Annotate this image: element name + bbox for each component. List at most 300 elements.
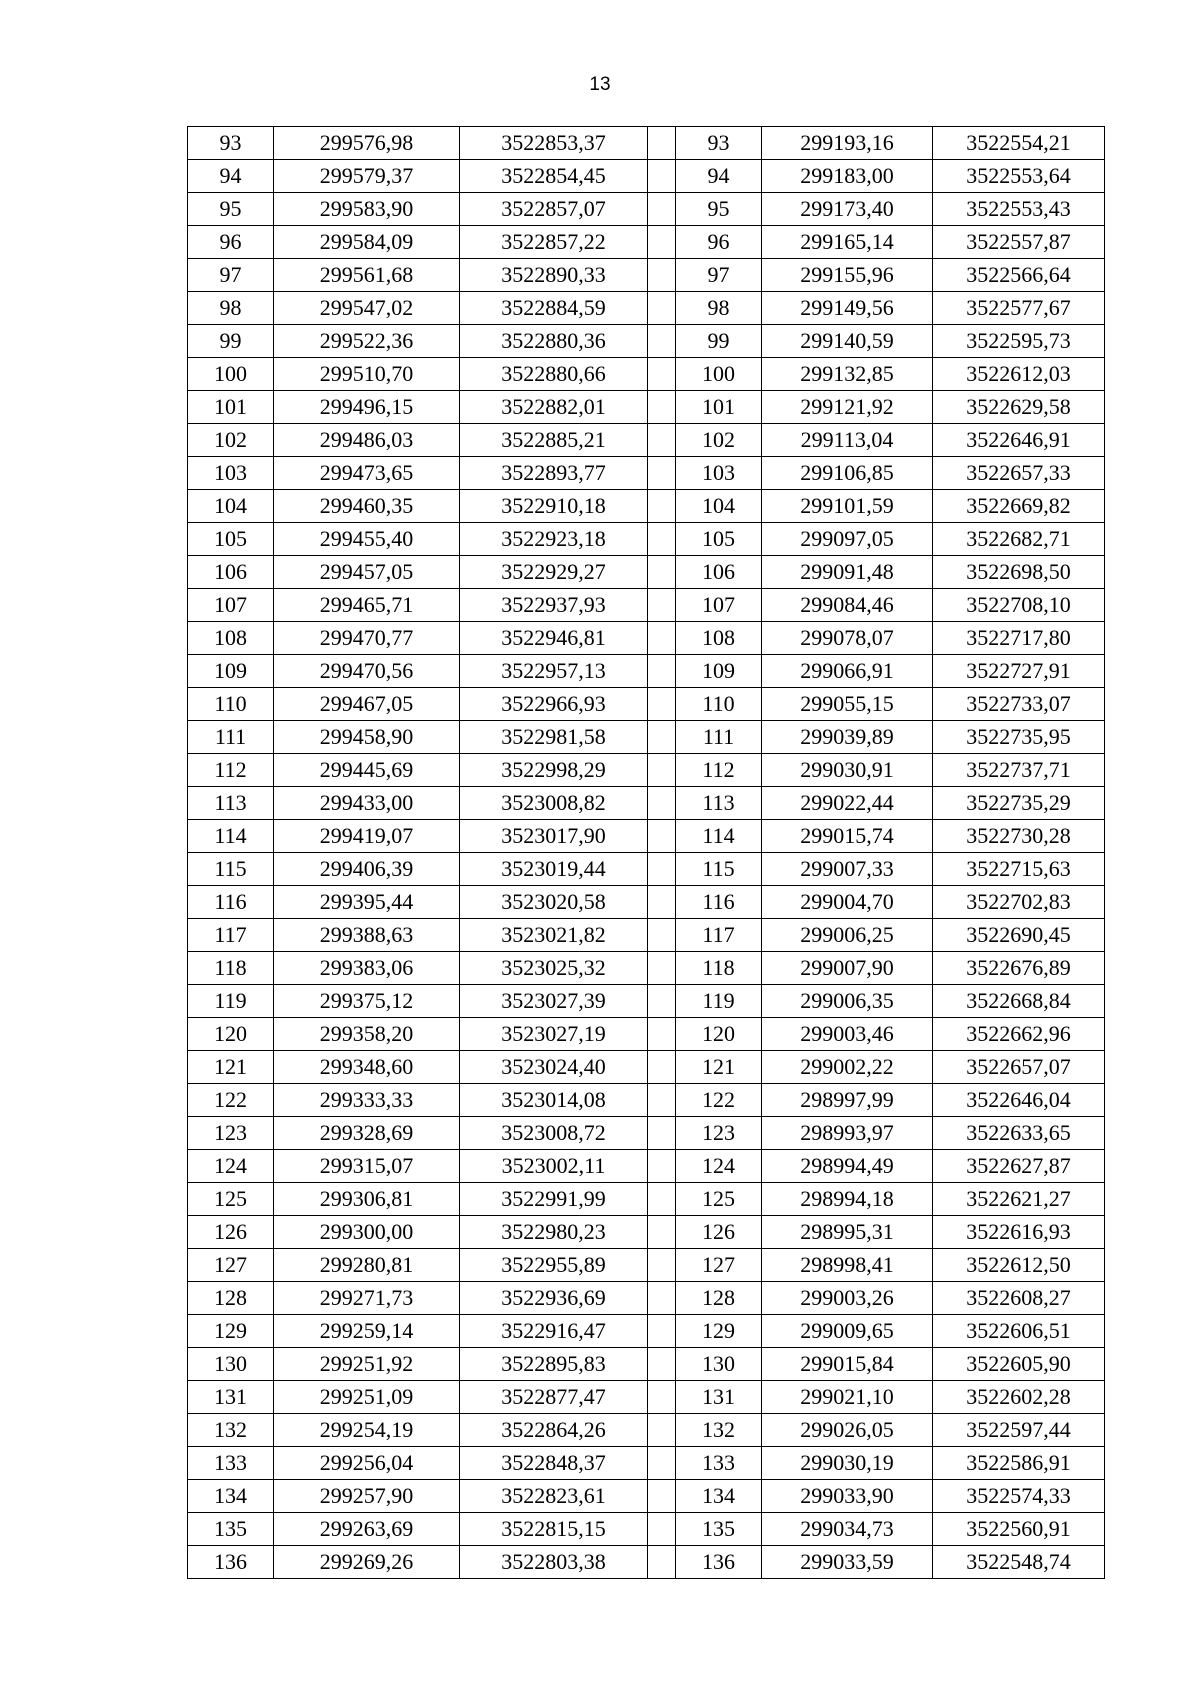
table-row bbox=[188, 160, 1105, 193]
table-row bbox=[188, 787, 1105, 820]
right-y-coordinate-cell: 3522735,29 bbox=[933, 787, 1105, 820]
table-row bbox=[188, 226, 1105, 259]
right-point-number-cell: 133 bbox=[676, 1447, 762, 1480]
right-x-coordinate-cell: 299007,90 bbox=[762, 952, 933, 985]
left-y-coordinate-cell: 3522910,18 bbox=[460, 490, 648, 523]
right-point-number-cell: 108 bbox=[676, 622, 762, 655]
right-x-coordinate-cell: 299021,10 bbox=[762, 1381, 933, 1414]
right-point-number-cell: 121 bbox=[676, 1051, 762, 1084]
right-x-coordinate-cell: 299003,26 bbox=[762, 1282, 933, 1315]
left-point-number-cell: 108 bbox=[188, 622, 274, 655]
left-x-coordinate-cell: 299375,12 bbox=[274, 985, 460, 1018]
right-point-number-cell: 114 bbox=[676, 820, 762, 853]
separator-cell bbox=[648, 886, 676, 919]
left-y-coordinate-cell: 3522895,83 bbox=[460, 1348, 648, 1381]
left-x-coordinate-cell: 299458,90 bbox=[274, 721, 460, 754]
left-point-number-cell: 129 bbox=[188, 1315, 274, 1348]
table-row bbox=[188, 1480, 1105, 1513]
right-x-coordinate-cell: 299066,91 bbox=[762, 655, 933, 688]
left-y-coordinate-cell: 3523019,44 bbox=[460, 853, 648, 886]
left-x-coordinate-cell: 299263,69 bbox=[274, 1513, 460, 1546]
separator-cell bbox=[648, 424, 676, 457]
left-point-number-cell: 135 bbox=[188, 1513, 274, 1546]
table-row bbox=[188, 127, 1105, 160]
table-row bbox=[188, 886, 1105, 919]
table-row bbox=[188, 490, 1105, 523]
left-x-coordinate-cell: 299576,98 bbox=[274, 127, 460, 160]
right-point-number-cell: 100 bbox=[676, 358, 762, 391]
table-row bbox=[188, 193, 1105, 226]
left-x-coordinate-cell: 299510,70 bbox=[274, 358, 460, 391]
left-x-coordinate-cell: 299445,69 bbox=[274, 754, 460, 787]
left-y-coordinate-cell: 3522893,77 bbox=[460, 457, 648, 490]
right-x-coordinate-cell: 299039,89 bbox=[762, 721, 933, 754]
right-point-number-cell: 102 bbox=[676, 424, 762, 457]
left-x-coordinate-cell: 299467,05 bbox=[274, 688, 460, 721]
right-y-coordinate-cell: 3522586,91 bbox=[933, 1447, 1105, 1480]
left-y-coordinate-cell: 3522966,93 bbox=[460, 688, 648, 721]
right-y-coordinate-cell: 3522727,91 bbox=[933, 655, 1105, 688]
left-y-coordinate-cell: 3522923,18 bbox=[460, 523, 648, 556]
separator-cell bbox=[648, 952, 676, 985]
left-y-coordinate-cell: 3523025,32 bbox=[460, 952, 648, 985]
right-y-coordinate-cell: 3522633,65 bbox=[933, 1117, 1105, 1150]
left-point-number-cell: 95 bbox=[188, 193, 274, 226]
right-x-coordinate-cell: 298994,18 bbox=[762, 1183, 933, 1216]
right-y-coordinate-cell: 3522735,95 bbox=[933, 721, 1105, 754]
right-point-number-cell: 135 bbox=[676, 1513, 762, 1546]
right-y-coordinate-cell: 3522669,82 bbox=[933, 490, 1105, 523]
right-x-coordinate-cell: 299149,56 bbox=[762, 292, 933, 325]
right-point-number-cell: 115 bbox=[676, 853, 762, 886]
table-row bbox=[188, 622, 1105, 655]
right-point-number-cell: 130 bbox=[676, 1348, 762, 1381]
table-row bbox=[188, 952, 1105, 985]
left-point-number-cell: 128 bbox=[188, 1282, 274, 1315]
left-y-coordinate-cell: 3522946,81 bbox=[460, 622, 648, 655]
left-x-coordinate-cell: 299300,00 bbox=[274, 1216, 460, 1249]
left-x-coordinate-cell: 299333,33 bbox=[274, 1084, 460, 1117]
left-y-coordinate-cell: 3522916,47 bbox=[460, 1315, 648, 1348]
right-y-coordinate-cell: 3522646,91 bbox=[933, 424, 1105, 457]
right-point-number-cell: 110 bbox=[676, 688, 762, 721]
separator-cell bbox=[648, 853, 676, 886]
right-x-coordinate-cell: 298993,97 bbox=[762, 1117, 933, 1150]
right-point-number-cell: 132 bbox=[676, 1414, 762, 1447]
right-point-number-cell: 136 bbox=[676, 1546, 762, 1579]
left-x-coordinate-cell: 299251,92 bbox=[274, 1348, 460, 1381]
separator-cell bbox=[648, 985, 676, 1018]
right-y-coordinate-cell: 3522616,93 bbox=[933, 1216, 1105, 1249]
right-point-number-cell: 128 bbox=[676, 1282, 762, 1315]
separator-cell bbox=[648, 556, 676, 589]
right-y-coordinate-cell: 3522737,71 bbox=[933, 754, 1105, 787]
separator-cell bbox=[648, 1513, 676, 1546]
coordinates-table bbox=[187, 126, 1105, 1579]
separator-cell bbox=[648, 1315, 676, 1348]
left-y-coordinate-cell: 3522890,33 bbox=[460, 259, 648, 292]
right-y-coordinate-cell: 3522606,51 bbox=[933, 1315, 1105, 1348]
right-x-coordinate-cell: 299173,40 bbox=[762, 193, 933, 226]
right-y-coordinate-cell: 3522574,33 bbox=[933, 1480, 1105, 1513]
right-point-number-cell: 95 bbox=[676, 193, 762, 226]
table-row bbox=[188, 820, 1105, 853]
table-row bbox=[188, 1414, 1105, 1447]
right-y-coordinate-cell: 3522715,63 bbox=[933, 853, 1105, 886]
right-y-coordinate-cell: 3522595,73 bbox=[933, 325, 1105, 358]
left-x-coordinate-cell: 299455,40 bbox=[274, 523, 460, 556]
left-y-coordinate-cell: 3523024,40 bbox=[460, 1051, 648, 1084]
right-x-coordinate-cell: 299026,05 bbox=[762, 1414, 933, 1447]
left-x-coordinate-cell: 299269,26 bbox=[274, 1546, 460, 1579]
right-y-coordinate-cell: 3522646,04 bbox=[933, 1084, 1105, 1117]
table-row bbox=[188, 325, 1105, 358]
separator-cell bbox=[648, 1216, 676, 1249]
right-point-number-cell: 113 bbox=[676, 787, 762, 820]
separator-cell bbox=[648, 688, 676, 721]
right-y-coordinate-cell: 3522548,74 bbox=[933, 1546, 1105, 1579]
right-y-coordinate-cell: 3522612,03 bbox=[933, 358, 1105, 391]
table-row bbox=[188, 259, 1105, 292]
left-y-coordinate-cell: 3523017,90 bbox=[460, 820, 648, 853]
right-x-coordinate-cell: 299084,46 bbox=[762, 589, 933, 622]
left-point-number-cell: 111 bbox=[188, 721, 274, 754]
right-x-coordinate-cell: 299097,05 bbox=[762, 523, 933, 556]
right-x-coordinate-cell: 299055,15 bbox=[762, 688, 933, 721]
right-x-coordinate-cell: 299004,70 bbox=[762, 886, 933, 919]
right-point-number-cell: 99 bbox=[676, 325, 762, 358]
right-y-coordinate-cell: 3522612,50 bbox=[933, 1249, 1105, 1282]
right-point-number-cell: 96 bbox=[676, 226, 762, 259]
right-x-coordinate-cell: 299106,85 bbox=[762, 457, 933, 490]
left-x-coordinate-cell: 299395,44 bbox=[274, 886, 460, 919]
table-row bbox=[188, 1117, 1105, 1150]
table-row bbox=[188, 1315, 1105, 1348]
left-x-coordinate-cell: 299496,15 bbox=[274, 391, 460, 424]
separator-cell bbox=[648, 193, 676, 226]
right-y-coordinate-cell: 3522577,67 bbox=[933, 292, 1105, 325]
left-point-number-cell: 118 bbox=[188, 952, 274, 985]
right-point-number-cell: 97 bbox=[676, 259, 762, 292]
right-y-coordinate-cell: 3522602,28 bbox=[933, 1381, 1105, 1414]
right-y-coordinate-cell: 3522698,50 bbox=[933, 556, 1105, 589]
left-x-coordinate-cell: 299315,07 bbox=[274, 1150, 460, 1183]
table-row bbox=[188, 556, 1105, 589]
left-y-coordinate-cell: 3523014,08 bbox=[460, 1084, 648, 1117]
right-x-coordinate-cell: 299121,92 bbox=[762, 391, 933, 424]
left-x-coordinate-cell: 299486,03 bbox=[274, 424, 460, 457]
separator-cell bbox=[648, 1447, 676, 1480]
right-x-coordinate-cell: 299140,59 bbox=[762, 325, 933, 358]
right-x-coordinate-cell: 299155,96 bbox=[762, 259, 933, 292]
separator-cell bbox=[648, 1414, 676, 1447]
right-point-number-cell: 127 bbox=[676, 1249, 762, 1282]
separator-cell bbox=[648, 919, 676, 952]
right-x-coordinate-cell: 299002,22 bbox=[762, 1051, 933, 1084]
left-point-number-cell: 133 bbox=[188, 1447, 274, 1480]
right-point-number-cell: 105 bbox=[676, 523, 762, 556]
left-y-coordinate-cell: 3522936,69 bbox=[460, 1282, 648, 1315]
left-y-coordinate-cell: 3522880,66 bbox=[460, 358, 648, 391]
left-y-coordinate-cell: 3522885,21 bbox=[460, 424, 648, 457]
left-y-coordinate-cell: 3522991,99 bbox=[460, 1183, 648, 1216]
table-row bbox=[188, 1282, 1105, 1315]
separator-cell bbox=[648, 1051, 676, 1084]
right-x-coordinate-cell: 299132,85 bbox=[762, 358, 933, 391]
left-y-coordinate-cell: 3522882,01 bbox=[460, 391, 648, 424]
left-point-number-cell: 98 bbox=[188, 292, 274, 325]
table-row bbox=[188, 358, 1105, 391]
right-x-coordinate-cell: 299165,14 bbox=[762, 226, 933, 259]
right-y-coordinate-cell: 3522702,83 bbox=[933, 886, 1105, 919]
right-point-number-cell: 134 bbox=[676, 1480, 762, 1513]
table-row bbox=[188, 1546, 1105, 1579]
left-y-coordinate-cell: 3523020,58 bbox=[460, 886, 648, 919]
separator-cell bbox=[648, 292, 676, 325]
left-x-coordinate-cell: 299257,90 bbox=[274, 1480, 460, 1513]
right-y-coordinate-cell: 3522621,27 bbox=[933, 1183, 1105, 1216]
right-point-number-cell: 117 bbox=[676, 919, 762, 952]
right-x-coordinate-cell: 299033,59 bbox=[762, 1546, 933, 1579]
right-x-coordinate-cell: 298998,41 bbox=[762, 1249, 933, 1282]
left-y-coordinate-cell: 3523002,11 bbox=[460, 1150, 648, 1183]
right-point-number-cell: 122 bbox=[676, 1084, 762, 1117]
right-x-coordinate-cell: 299009,65 bbox=[762, 1315, 933, 1348]
table-row bbox=[188, 853, 1105, 886]
right-x-coordinate-cell: 299030,91 bbox=[762, 754, 933, 787]
separator-cell bbox=[648, 391, 676, 424]
right-y-coordinate-cell: 3522668,84 bbox=[933, 985, 1105, 1018]
table-row bbox=[188, 1381, 1105, 1414]
left-y-coordinate-cell: 3522854,45 bbox=[460, 160, 648, 193]
right-point-number-cell: 119 bbox=[676, 985, 762, 1018]
left-x-coordinate-cell: 299470,77 bbox=[274, 622, 460, 655]
left-point-number-cell: 134 bbox=[188, 1480, 274, 1513]
separator-cell bbox=[648, 787, 676, 820]
separator-cell bbox=[648, 1348, 676, 1381]
right-y-coordinate-cell: 3522554,21 bbox=[933, 127, 1105, 160]
left-point-number-cell: 100 bbox=[188, 358, 274, 391]
table-row bbox=[188, 457, 1105, 490]
page-number: 13 bbox=[589, 74, 611, 95]
left-y-coordinate-cell: 3522880,36 bbox=[460, 325, 648, 358]
left-y-coordinate-cell: 3522981,58 bbox=[460, 721, 648, 754]
separator-cell bbox=[648, 523, 676, 556]
right-x-coordinate-cell: 299101,59 bbox=[762, 490, 933, 523]
left-point-number-cell: 120 bbox=[188, 1018, 274, 1051]
right-point-number-cell: 94 bbox=[676, 160, 762, 193]
separator-cell bbox=[648, 1282, 676, 1315]
right-point-number-cell: 104 bbox=[676, 490, 762, 523]
left-x-coordinate-cell: 299251,09 bbox=[274, 1381, 460, 1414]
separator-cell bbox=[648, 160, 676, 193]
right-point-number-cell: 118 bbox=[676, 952, 762, 985]
left-point-number-cell: 124 bbox=[188, 1150, 274, 1183]
right-point-number-cell: 106 bbox=[676, 556, 762, 589]
right-y-coordinate-cell: 3522657,33 bbox=[933, 457, 1105, 490]
table-row bbox=[188, 1183, 1105, 1216]
left-x-coordinate-cell: 299473,65 bbox=[274, 457, 460, 490]
table-row bbox=[188, 1513, 1105, 1546]
table-row bbox=[188, 1018, 1105, 1051]
left-point-number-cell: 103 bbox=[188, 457, 274, 490]
left-point-number-cell: 130 bbox=[188, 1348, 274, 1381]
left-point-number-cell: 123 bbox=[188, 1117, 274, 1150]
right-y-coordinate-cell: 3522553,43 bbox=[933, 193, 1105, 226]
right-x-coordinate-cell: 299015,74 bbox=[762, 820, 933, 853]
left-y-coordinate-cell: 3522929,27 bbox=[460, 556, 648, 589]
right-x-coordinate-cell: 299015,84 bbox=[762, 1348, 933, 1381]
left-point-number-cell: 107 bbox=[188, 589, 274, 622]
left-point-number-cell: 109 bbox=[188, 655, 274, 688]
left-x-coordinate-cell: 299358,20 bbox=[274, 1018, 460, 1051]
left-y-coordinate-cell: 3523027,19 bbox=[460, 1018, 648, 1051]
right-x-coordinate-cell: 299113,04 bbox=[762, 424, 933, 457]
left-y-coordinate-cell: 3522884,59 bbox=[460, 292, 648, 325]
right-y-coordinate-cell: 3522566,64 bbox=[933, 259, 1105, 292]
table-row bbox=[188, 1447, 1105, 1480]
left-point-number-cell: 116 bbox=[188, 886, 274, 919]
right-y-coordinate-cell: 3522629,58 bbox=[933, 391, 1105, 424]
table-row bbox=[188, 1084, 1105, 1117]
right-x-coordinate-cell: 299033,90 bbox=[762, 1480, 933, 1513]
right-point-number-cell: 111 bbox=[676, 721, 762, 754]
table-row bbox=[188, 1216, 1105, 1249]
right-y-coordinate-cell: 3522717,80 bbox=[933, 622, 1105, 655]
left-x-coordinate-cell: 299583,90 bbox=[274, 193, 460, 226]
separator-cell bbox=[648, 1381, 676, 1414]
left-y-coordinate-cell: 3523021,82 bbox=[460, 919, 648, 952]
left-point-number-cell: 96 bbox=[188, 226, 274, 259]
separator-cell bbox=[648, 655, 676, 688]
left-x-coordinate-cell: 299547,02 bbox=[274, 292, 460, 325]
right-y-coordinate-cell: 3522627,87 bbox=[933, 1150, 1105, 1183]
left-point-number-cell: 102 bbox=[188, 424, 274, 457]
left-x-coordinate-cell: 299271,73 bbox=[274, 1282, 460, 1315]
right-point-number-cell: 123 bbox=[676, 1117, 762, 1150]
right-x-coordinate-cell: 299078,07 bbox=[762, 622, 933, 655]
separator-cell bbox=[648, 1117, 676, 1150]
right-point-number-cell: 107 bbox=[676, 589, 762, 622]
left-x-coordinate-cell: 299254,19 bbox=[274, 1414, 460, 1447]
right-point-number-cell: 103 bbox=[676, 457, 762, 490]
left-x-coordinate-cell: 299306,81 bbox=[274, 1183, 460, 1216]
right-point-number-cell: 125 bbox=[676, 1183, 762, 1216]
left-y-coordinate-cell: 3522857,07 bbox=[460, 193, 648, 226]
left-x-coordinate-cell: 299259,14 bbox=[274, 1315, 460, 1348]
table-row bbox=[188, 1150, 1105, 1183]
table-row bbox=[188, 589, 1105, 622]
left-y-coordinate-cell: 3523027,39 bbox=[460, 985, 648, 1018]
left-x-coordinate-cell: 299388,63 bbox=[274, 919, 460, 952]
table-row bbox=[188, 985, 1105, 1018]
right-x-coordinate-cell: 299030,19 bbox=[762, 1447, 933, 1480]
table-row bbox=[188, 292, 1105, 325]
right-y-coordinate-cell: 3522730,28 bbox=[933, 820, 1105, 853]
left-point-number-cell: 125 bbox=[188, 1183, 274, 1216]
right-point-number-cell: 129 bbox=[676, 1315, 762, 1348]
coordinates-table-body bbox=[188, 127, 1105, 1579]
right-y-coordinate-cell: 3522605,90 bbox=[933, 1348, 1105, 1381]
left-point-number-cell: 101 bbox=[188, 391, 274, 424]
left-x-coordinate-cell: 299280,81 bbox=[274, 1249, 460, 1282]
right-x-coordinate-cell: 299193,16 bbox=[762, 127, 933, 160]
left-point-number-cell: 104 bbox=[188, 490, 274, 523]
separator-cell bbox=[648, 1183, 676, 1216]
separator-cell bbox=[648, 820, 676, 853]
right-x-coordinate-cell: 299007,33 bbox=[762, 853, 933, 886]
right-y-coordinate-cell: 3522690,45 bbox=[933, 919, 1105, 952]
right-x-coordinate-cell: 299091,48 bbox=[762, 556, 933, 589]
table-row bbox=[188, 919, 1105, 952]
separator-cell bbox=[648, 754, 676, 787]
left-point-number-cell: 99 bbox=[188, 325, 274, 358]
right-point-number-cell: 126 bbox=[676, 1216, 762, 1249]
right-x-coordinate-cell: 298997,99 bbox=[762, 1084, 933, 1117]
left-x-coordinate-cell: 299406,39 bbox=[274, 853, 460, 886]
right-x-coordinate-cell: 299006,25 bbox=[762, 919, 933, 952]
table-row bbox=[188, 391, 1105, 424]
separator-cell bbox=[648, 490, 676, 523]
left-y-coordinate-cell: 3522803,38 bbox=[460, 1546, 648, 1579]
separator-cell bbox=[648, 259, 676, 292]
left-y-coordinate-cell: 3522823,61 bbox=[460, 1480, 648, 1513]
separator-cell bbox=[648, 1249, 676, 1282]
left-x-coordinate-cell: 299561,68 bbox=[274, 259, 460, 292]
table-row bbox=[188, 688, 1105, 721]
separator-cell bbox=[648, 1546, 676, 1579]
right-x-coordinate-cell: 299034,73 bbox=[762, 1513, 933, 1546]
separator-cell bbox=[648, 1150, 676, 1183]
right-point-number-cell: 116 bbox=[676, 886, 762, 919]
right-x-coordinate-cell: 298995,31 bbox=[762, 1216, 933, 1249]
separator-cell bbox=[648, 721, 676, 754]
separator-cell bbox=[648, 589, 676, 622]
table-row bbox=[188, 1348, 1105, 1381]
left-x-coordinate-cell: 299522,36 bbox=[274, 325, 460, 358]
left-point-number-cell: 110 bbox=[188, 688, 274, 721]
left-point-number-cell: 127 bbox=[188, 1249, 274, 1282]
left-x-coordinate-cell: 299433,00 bbox=[274, 787, 460, 820]
left-x-coordinate-cell: 299256,04 bbox=[274, 1447, 460, 1480]
left-y-coordinate-cell: 3522857,22 bbox=[460, 226, 648, 259]
left-x-coordinate-cell: 299470,56 bbox=[274, 655, 460, 688]
left-x-coordinate-cell: 299457,05 bbox=[274, 556, 460, 589]
table-row bbox=[188, 523, 1105, 556]
right-y-coordinate-cell: 3522560,91 bbox=[933, 1513, 1105, 1546]
table-row bbox=[188, 1051, 1105, 1084]
separator-cell bbox=[648, 226, 676, 259]
left-point-number-cell: 126 bbox=[188, 1216, 274, 1249]
left-point-number-cell: 112 bbox=[188, 754, 274, 787]
right-x-coordinate-cell: 298994,49 bbox=[762, 1150, 933, 1183]
left-point-number-cell: 115 bbox=[188, 853, 274, 886]
left-y-coordinate-cell: 3522848,37 bbox=[460, 1447, 648, 1480]
left-point-number-cell: 114 bbox=[188, 820, 274, 853]
left-y-coordinate-cell: 3522877,47 bbox=[460, 1381, 648, 1414]
left-y-coordinate-cell: 3522853,37 bbox=[460, 127, 648, 160]
right-x-coordinate-cell: 299022,44 bbox=[762, 787, 933, 820]
separator-cell bbox=[648, 457, 676, 490]
right-point-number-cell: 131 bbox=[676, 1381, 762, 1414]
left-y-coordinate-cell: 3522864,26 bbox=[460, 1414, 648, 1447]
left-x-coordinate-cell: 299460,35 bbox=[274, 490, 460, 523]
left-y-coordinate-cell: 3522937,93 bbox=[460, 589, 648, 622]
table-row bbox=[188, 424, 1105, 457]
right-point-number-cell: 98 bbox=[676, 292, 762, 325]
right-y-coordinate-cell: 3522657,07 bbox=[933, 1051, 1105, 1084]
left-point-number-cell: 122 bbox=[188, 1084, 274, 1117]
